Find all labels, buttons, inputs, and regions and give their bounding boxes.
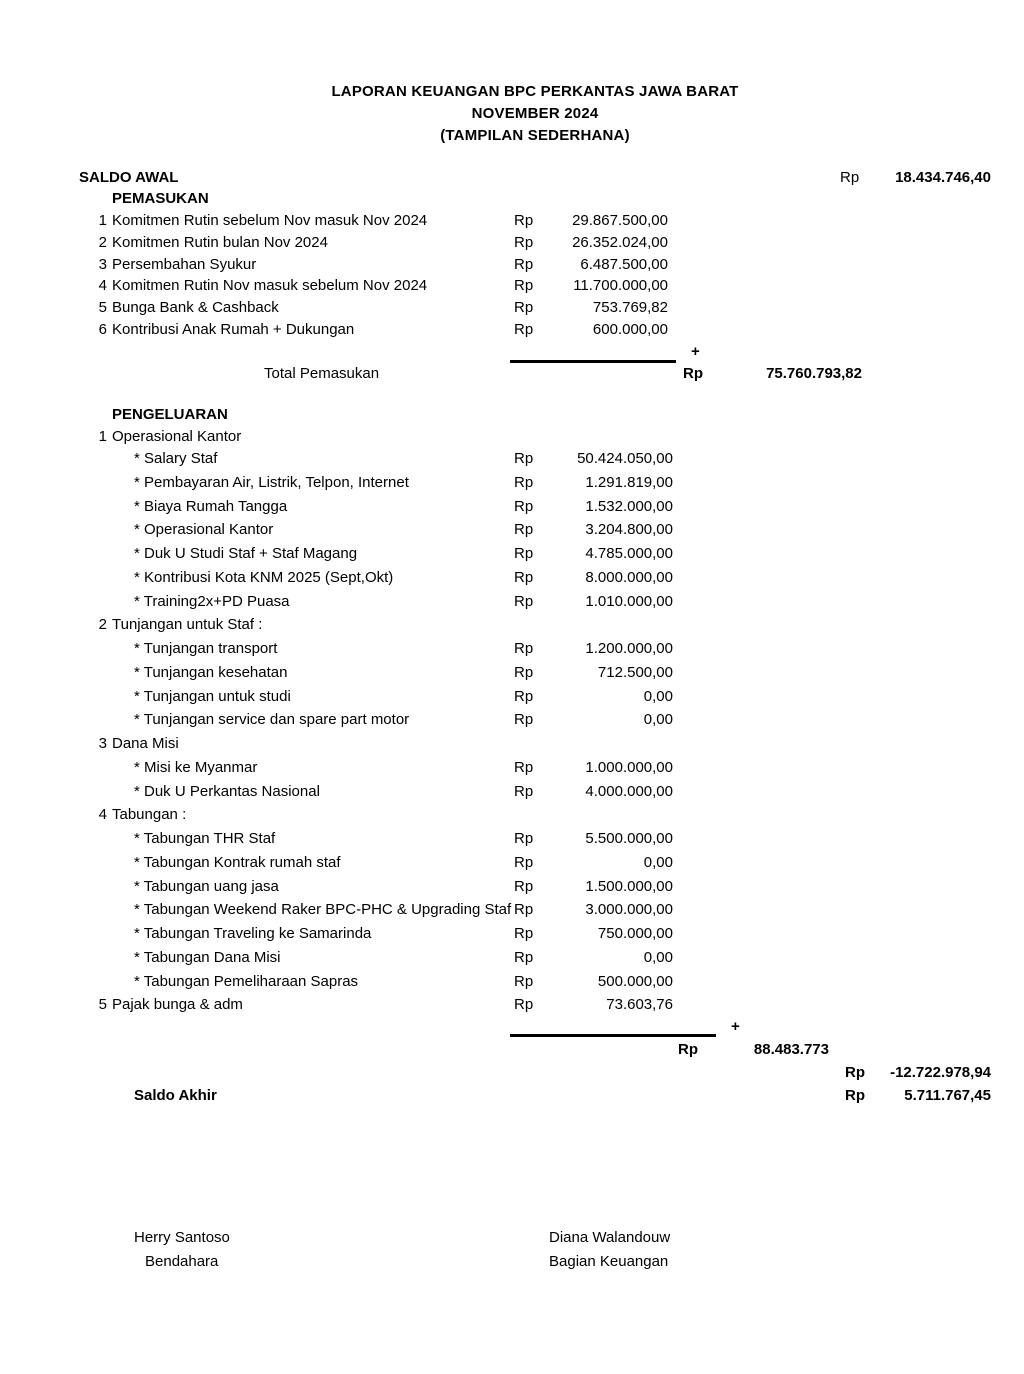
row-label: * Tabungan Dana Misi (134, 948, 281, 966)
row-label: Komitmen Rutin sebelum Nov masuk Nov 2024 (112, 212, 428, 229)
group-currency: Rp (514, 996, 534, 1014)
row-amount: 0,00 (643, 948, 673, 966)
row-label: * Tunjangan untuk studi (134, 687, 291, 705)
row-currency: Rp (514, 972, 534, 990)
row-label: Bunga Bank & Cashback (112, 299, 279, 317)
row-label: * Misi ke Myanmar (134, 758, 258, 776)
pengeluaran-plus-sign: + (731, 1018, 740, 1035)
row-label: * Duk U Studi Staf + Staf Magang (134, 545, 358, 562)
signatory-left-name: Herry Santoso (134, 1229, 230, 1246)
row-label: * Tabungan Kontrak rumah staf (134, 853, 341, 871)
group-label: Tunjangan untuk Staf : (112, 616, 263, 634)
row-currency: Rp (514, 545, 534, 562)
row-amount: 750.000,00 (597, 925, 673, 942)
row-amount: 3.000.000,00 (585, 901, 673, 919)
row-amount: 6.487.500,00 (580, 255, 668, 273)
row-currency: Rp (514, 277, 534, 295)
row-currency: Rp (514, 255, 534, 273)
row-amount: 1.010.000,00 (585, 592, 673, 610)
group-label: Operasional Kantor (112, 428, 242, 445)
total-pengeluaran-amount: 88.483.773 (753, 1041, 829, 1058)
row-currency: Rp (514, 853, 534, 871)
saldo-awal-amount: 18.434.746,40 (895, 169, 991, 186)
group-label: Dana Misi (112, 735, 179, 752)
row-number: 1 (98, 212, 107, 229)
pemasukan-sum-rule (510, 360, 676, 363)
group-amount: 73.603,76 (606, 996, 673, 1014)
row-amount: 5.500.000,00 (585, 830, 673, 847)
row-amount: 1.500.000,00 (585, 877, 673, 895)
row-currency: Rp (514, 948, 534, 966)
row-amount: 1.291.819,00 (585, 473, 673, 491)
row-currency: Rp (514, 687, 534, 705)
row-amount: 1.200.000,00 (585, 640, 673, 657)
row-amount: 753.769,82 (592, 299, 668, 317)
row-currency: Rp (514, 592, 534, 610)
report-subtitle: (TAMPILAN SEDERHANA) (440, 127, 630, 144)
row-label: * Tunjangan kesehatan (134, 663, 288, 681)
row-currency: Rp (514, 877, 534, 895)
row-label: * Tabungan uang jasa (134, 877, 279, 895)
group-number: 4 (98, 806, 107, 824)
row-label: Komitmen Rutin bulan Nov 2024 (112, 233, 328, 251)
row-label: Kontribusi Anak Rumah + Dukungan (112, 321, 355, 338)
row-amount: 26.352.024,00 (572, 233, 668, 251)
row-label: * Tabungan Traveling ke Samarinda (134, 925, 372, 942)
row-amount: 4.785.000,00 (585, 545, 673, 562)
row-amount: 3.204.800,00 (585, 521, 673, 539)
group-number: 2 (98, 616, 107, 634)
saldo-awal-currency: Rp (840, 169, 860, 186)
row-currency: Rp (514, 497, 534, 515)
row-amount: 4.000.000,00 (585, 782, 673, 800)
total-pemasukan-label: Total Pemasukan (264, 365, 380, 382)
pemasukan-plus-sign: + (691, 343, 700, 360)
row-label: * Tabungan THR Staf (134, 830, 276, 847)
row-amount: 600.000,00 (592, 321, 668, 338)
row-currency: Rp (514, 299, 534, 317)
row-currency: Rp (514, 212, 534, 229)
row-currency: Rp (514, 521, 534, 539)
row-amount: 1.532.000,00 (585, 497, 673, 515)
row-label: Persembahan Syukur (112, 255, 257, 273)
row-amount: 0,00 (643, 711, 673, 729)
row-label: * Training2x+PD Puasa (134, 592, 290, 610)
saldo-akhir-label: Saldo Akhir (134, 1087, 217, 1104)
row-amount: 50.424.050,00 (577, 450, 673, 467)
row-number: 4 (98, 277, 107, 295)
row-currency: Rp (514, 925, 534, 942)
row-label: * Tunjangan transport (134, 640, 278, 657)
row-number: 6 (98, 321, 107, 338)
row-currency: Rp (514, 450, 534, 467)
signatory-right-role: Bagian Keuangan (549, 1253, 669, 1270)
row-amount: 8.000.000,00 (585, 568, 673, 586)
pengeluaran-sum-rule (510, 1034, 716, 1037)
row-label: * Tabungan Pemeliharaan Sapras (134, 972, 359, 990)
row-amount: 500.000,00 (597, 972, 673, 990)
group-label: Pajak bunga & adm (112, 996, 243, 1014)
total-pengeluaran-currency: Rp (678, 1041, 698, 1058)
row-number: 5 (98, 299, 107, 317)
saldo-awal-label: SALDO AWAL (79, 169, 179, 186)
row-label: * Operasional Kantor (134, 521, 274, 539)
row-currency: Rp (514, 233, 534, 251)
group-number: 3 (98, 735, 107, 752)
total-pemasukan-currency: Rp (683, 365, 703, 382)
pemasukan-heading: PEMASUKAN (112, 190, 209, 207)
row-label: Komitmen Rutin Nov masuk sebelum Nov 2024 (112, 277, 428, 295)
signatory-left-role: Bendahara (145, 1253, 219, 1270)
row-amount: 1.000.000,00 (585, 758, 673, 776)
pengeluaran-heading: PENGELUARAN (112, 406, 228, 423)
row-amount: 0,00 (643, 687, 673, 705)
report-title: LAPORAN KEUANGAN BPC PERKANTAS JAWA BARAT (331, 83, 739, 100)
row-currency: Rp (514, 782, 534, 800)
row-label: * Salary Staf (134, 450, 218, 467)
saldo-akhir-currency: Rp (845, 1087, 865, 1104)
row-number: 2 (98, 233, 107, 251)
row-currency: Rp (514, 663, 534, 681)
row-currency: Rp (514, 473, 534, 491)
total-pemasukan-amount: 75.760.793,82 (766, 365, 862, 382)
row-currency: Rp (514, 901, 534, 919)
saldo-akhir-amount: 5.711.767,45 (904, 1087, 991, 1104)
row-amount: 0,00 (643, 853, 673, 871)
row-label: * Kontribusi Kota KNM 2025 (Sept,Okt) (134, 568, 394, 586)
row-label: * Tunjangan service dan spare part motor (134, 711, 410, 729)
row-currency: Rp (514, 830, 534, 847)
row-label: * Duk U Perkantas Nasional (134, 782, 320, 800)
row-label: * Tabungan Weekend Raker BPC-PHC & Upgrading Staf (134, 901, 512, 919)
group-number: 5 (98, 996, 107, 1014)
row-currency: Rp (514, 321, 534, 338)
row-currency: Rp (514, 711, 534, 729)
row-currency: Rp (514, 568, 534, 586)
report-period: NOVEMBER 2024 (471, 105, 599, 122)
row-number: 3 (98, 255, 107, 273)
row-label: * Pembayaran Air, Listrik, Telpon, Internet (134, 473, 409, 491)
row-amount: 29.867.500,00 (572, 212, 668, 229)
selisih-amount: -12.722.978,94 (890, 1064, 991, 1081)
row-currency: Rp (514, 758, 534, 776)
row-currency: Rp (514, 640, 534, 657)
row-amount: 712.500,00 (597, 663, 673, 681)
selisih-currency: Rp (845, 1064, 865, 1081)
signatory-right-name: Diana Walandouw (549, 1229, 671, 1246)
group-label: Tabungan : (112, 806, 187, 824)
group-number: 1 (98, 428, 107, 445)
row-label: * Biaya Rumah Tangga (134, 497, 288, 515)
row-amount: 11.700.000,00 (573, 277, 668, 295)
